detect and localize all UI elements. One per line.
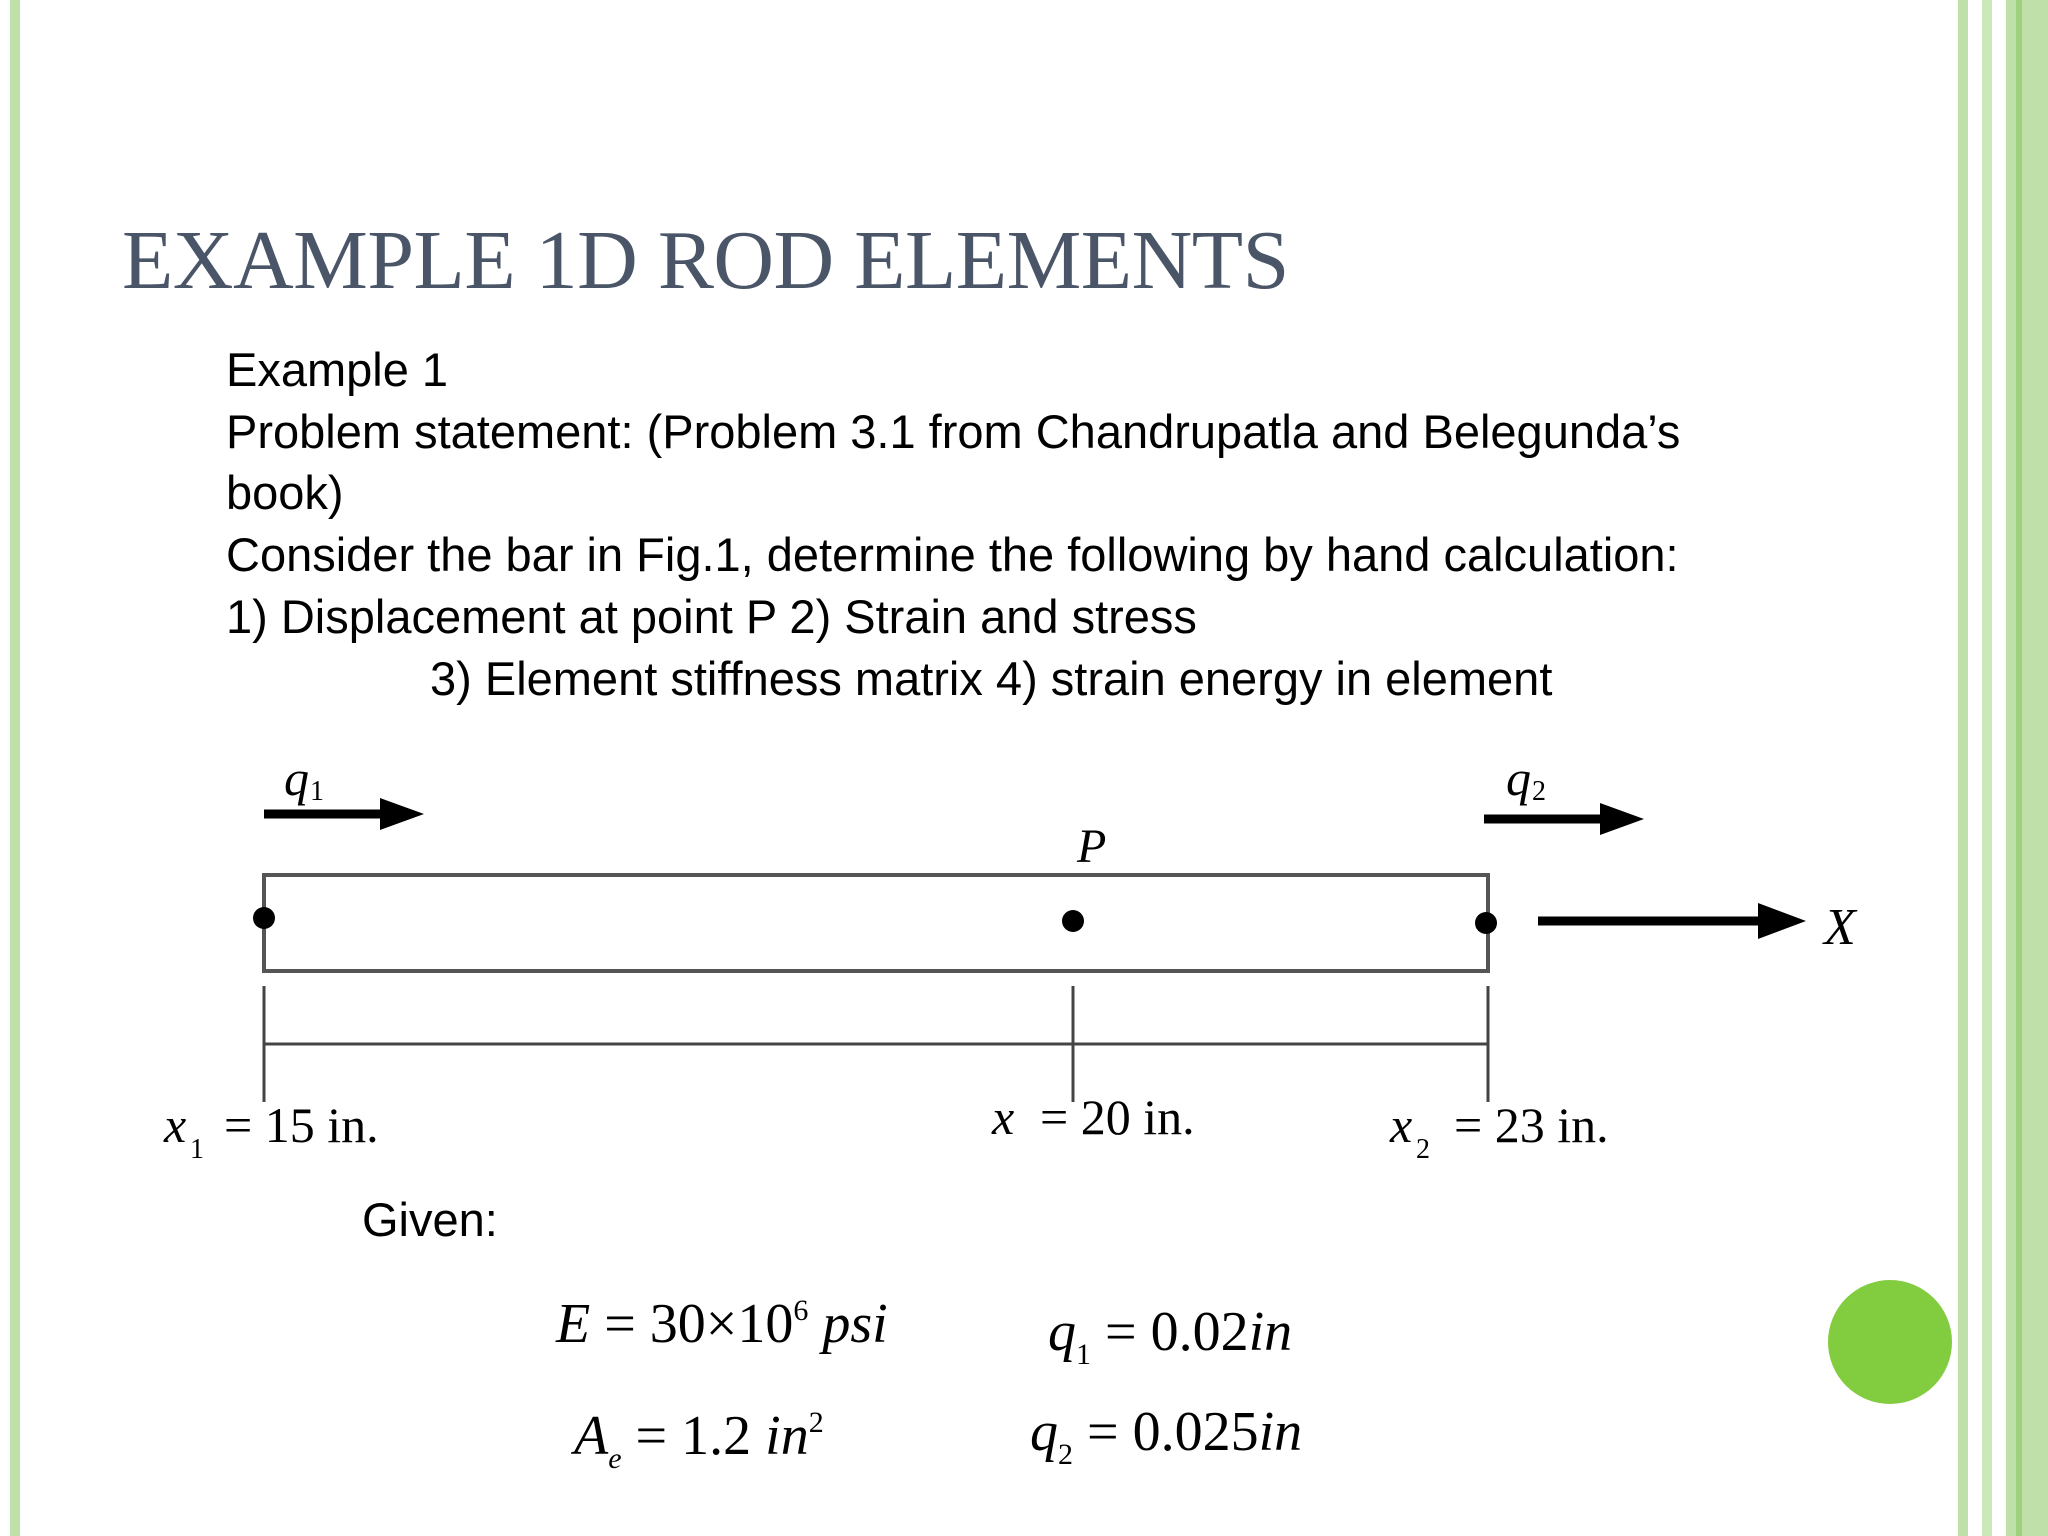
eq-a-var: A xyxy=(574,1405,609,1467)
q2-label: q xyxy=(1506,750,1531,806)
point-p-label: P xyxy=(1077,820,1107,873)
x1-value: = 15 in. xyxy=(224,1097,379,1153)
eq-a-sub: e xyxy=(608,1442,622,1475)
body-line-example: Example 1 xyxy=(226,343,449,396)
eq-q1-var: q xyxy=(1048,1301,1076,1363)
eq-q2-unit: in xyxy=(1258,1401,1303,1463)
equation-area xyxy=(574,1404,824,1476)
body-line-tasks-1-2: 1) Displacement at point P 2) Strain and stress xyxy=(226,590,1197,643)
eq-e-exp: 6 xyxy=(793,1294,809,1327)
q2-arrow-icon xyxy=(1484,803,1644,835)
q2-subscript: 2 xyxy=(1532,776,1546,807)
eq-a-rhs: = 1.2 xyxy=(621,1405,766,1467)
eq-q1-rhs: = 0.02 xyxy=(1091,1301,1249,1363)
green-circle-decoration xyxy=(1828,1280,1952,1404)
x2-subscript: 2 xyxy=(1416,1134,1430,1165)
x-axis-arrow-icon xyxy=(1538,903,1806,939)
node-2-dot xyxy=(1475,912,1497,934)
q1-label: q xyxy=(284,750,309,806)
x-value: = 20 in. xyxy=(1040,1089,1195,1145)
eq-e-var: E xyxy=(556,1293,591,1355)
body-line-book: book) xyxy=(226,466,344,519)
eq-q1-sub: 1 xyxy=(1076,1338,1091,1371)
equation-q1 xyxy=(1048,1300,1292,1372)
equation-youngs-modulus xyxy=(556,1292,888,1356)
node-1-dot xyxy=(253,907,275,929)
body-line-consider: Consider the bar in Fig.1, determine the following by hand calculation: xyxy=(226,528,1679,581)
eq-q2-sub: 2 xyxy=(1058,1438,1073,1471)
eq-q2-rhs: = 0.025 xyxy=(1073,1401,1259,1463)
x1-subscript: 1 xyxy=(190,1134,204,1165)
x2-value: = 23 in. xyxy=(1454,1097,1609,1153)
body-line-tasks-3-4: 3) Element stiffness matrix 4) strain energy in element xyxy=(430,652,1553,705)
q1-subscript: 1 xyxy=(310,776,324,807)
bar-rectangle xyxy=(264,875,1488,971)
x1-variable: x xyxy=(164,1097,187,1153)
eq-e-rhs: = 30×10 xyxy=(590,1293,794,1355)
eq-q2-var: q xyxy=(1030,1401,1058,1463)
eq-a-unit: in xyxy=(765,1405,809,1467)
equation-q2 xyxy=(1030,1400,1302,1472)
eq-a-exp: 2 xyxy=(808,1406,824,1439)
eq-e-unit: psi xyxy=(808,1293,888,1355)
given-label: Given: xyxy=(362,1193,498,1246)
slide-title: EXAMPLE 1D ROD ELEMENTS xyxy=(122,214,1289,307)
eq-q1-unit: in xyxy=(1248,1301,1293,1363)
x-axis-label: X xyxy=(1824,899,1856,956)
point-p-dot xyxy=(1062,910,1084,932)
x2-variable: x xyxy=(1390,1097,1413,1153)
dimension-lines xyxy=(264,986,1488,1102)
x-variable: x xyxy=(992,1089,1015,1145)
body-line-problem-statement: Problem statement: (Problem 3.1 from Chandrupatla and Belegunda’s xyxy=(226,405,1681,458)
